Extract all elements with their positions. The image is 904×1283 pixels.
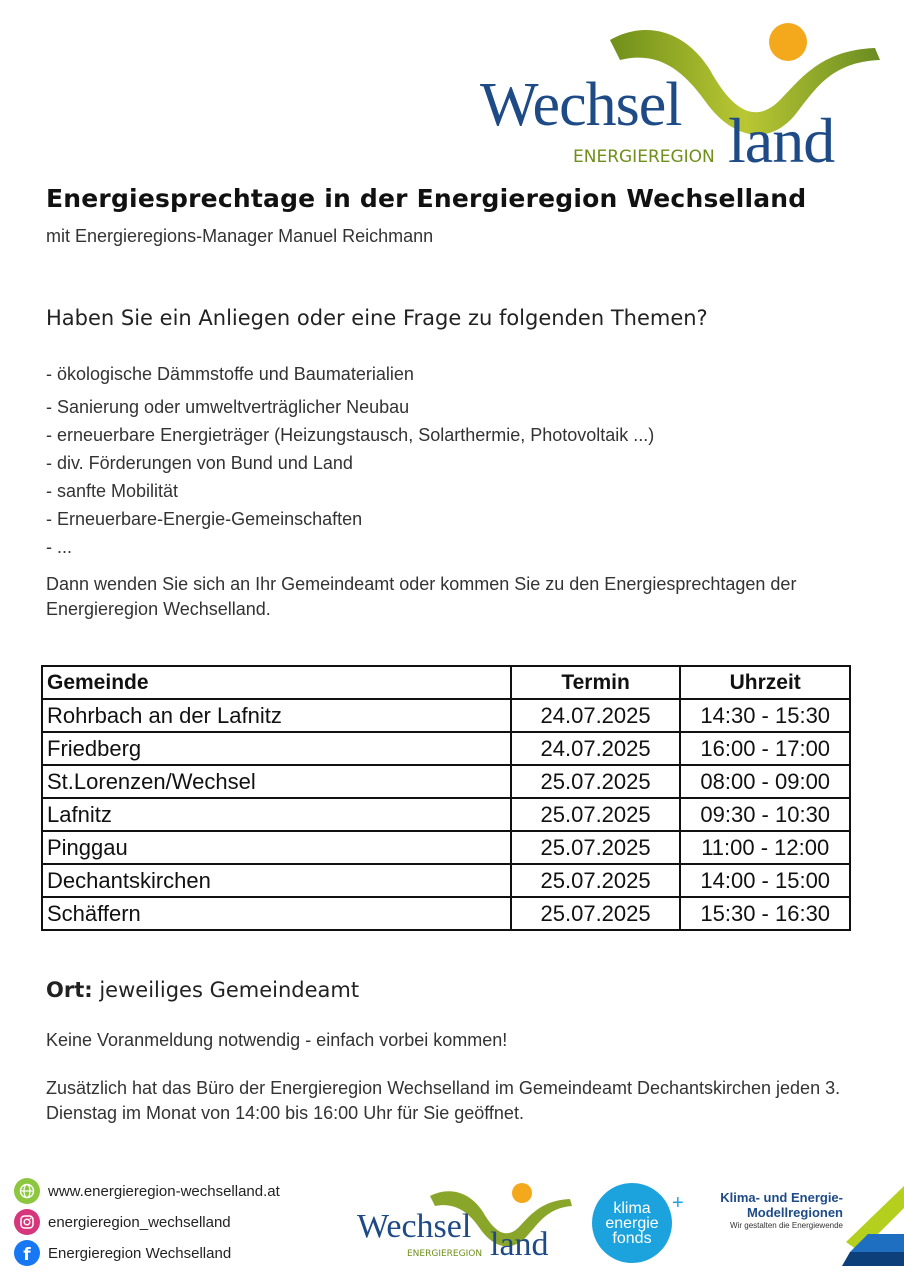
cell-termin: 25.07.2025 — [511, 897, 681, 930]
website-link[interactable]: www.energieregion-wechselland.at — [48, 1182, 280, 1200]
contact-instagram[interactable] — [14, 1209, 231, 1235]
cell-gemeinde: Rohrbach an der Lafnitz — [42, 699, 511, 732]
footer-wechselland-logo — [355, 1178, 575, 1270]
globe-icon — [14, 1178, 40, 1204]
table-row — [42, 699, 850, 732]
instagram-icon — [14, 1209, 40, 1235]
location-label: Ort: — [46, 978, 93, 1002]
facebook-icon: f — [14, 1240, 40, 1266]
klima-energie-fonds-logo — [592, 1183, 672, 1263]
energie-word: energie — [605, 1214, 659, 1232]
modell-title-2: Modellregionen — [746, 1205, 843, 1220]
cell-termin: 25.07.2025 — [511, 864, 681, 897]
klima-word: klima — [613, 1199, 651, 1217]
cell-termin: 24.07.2025 — [511, 699, 681, 732]
facebook-link[interactable]: Energieregion Wechselland — [48, 1244, 232, 1262]
modell-tagline: Wir gestalten die Energiewende — [730, 1221, 843, 1230]
table-row — [42, 732, 850, 765]
instagram-link[interactable]: energieregion_wechselland — [48, 1213, 231, 1231]
page-subtitle: mit Energieregions-Manager Manuel Reichmann — [46, 226, 434, 246]
fonds-word: fonds — [612, 1229, 652, 1247]
cell-uhrzeit: 16:00 - 17:00 — [680, 732, 850, 765]
list-item: - erneuerbare Energieträger (Heizungstausch, Solarthermie, Photovoltaik ...) — [46, 425, 655, 445]
cell-gemeinde: Schäffern — [42, 897, 511, 930]
cell-gemeinde: Dechantskirchen — [42, 864, 511, 897]
corner-stripe-decoration — [842, 1186, 904, 1266]
list-item: - Erneuerbare-Energie-Gemeinschaften — [46, 509, 363, 529]
cell-termin: 25.07.2025 — [511, 765, 681, 798]
table-row — [42, 831, 850, 864]
location-value: jeweiliges Gemeindeamt — [99, 978, 360, 1002]
list-item: - ökologische Dämmstoffe und Baumaterialien — [46, 364, 414, 384]
klima-plus: + — [672, 1192, 684, 1214]
logo-tagline: ENERGIEREGION — [573, 147, 715, 167]
location-line — [46, 978, 359, 1002]
cell-uhrzeit: 14:30 - 15:30 — [680, 699, 850, 732]
cell-gemeinde: Friedberg — [42, 732, 511, 765]
cell-termin: 24.07.2025 — [511, 732, 681, 765]
footer-logo-tagline: ENERGIEREGION — [407, 1249, 483, 1259]
cell-uhrzeit: 15:30 - 16:30 — [680, 897, 850, 930]
table-row — [42, 864, 850, 897]
modellregionen-logo — [708, 1190, 843, 1232]
office-hours-paragraph: Zusätzlich hat das Büro der Energieregion Wechselland im Gemeindeamt Dechantskirchen jeden 3. Dienstag im Monat von 14:00 bis 16:00 Uhr für Sie geöffnet. — [46, 1078, 841, 1123]
footer-logo-word-land: land — [490, 1226, 549, 1263]
intro-paragraph: Dann wenden Sie sich an Ihr Gemeindeamt oder kommen Sie zu den Energiesprechtagen der Energieregion Wechselland. — [46, 574, 797, 619]
list-item: - sanfte Mobilität — [46, 481, 179, 501]
header-gemeinde: Gemeinde — [42, 666, 511, 699]
logo-word-wechsel: Wechsel — [480, 71, 682, 139]
list-item: - Sanierung oder umweltverträglicher Neubau — [46, 397, 410, 417]
footer-logo-word-wechsel: Wechsel — [357, 1208, 472, 1245]
topics-question: Haben Sie ein Anliegen oder eine Frage zu folgenden Themen? — [46, 306, 708, 330]
table-row — [42, 765, 850, 798]
table-header-row — [42, 666, 850, 699]
cell-uhrzeit: 08:00 - 09:00 — [680, 765, 850, 798]
cell-uhrzeit: 09:30 - 10:30 — [680, 798, 850, 831]
wechselland-logo — [470, 10, 890, 180]
list-item: - div. Förderungen von Bund und Land — [46, 453, 353, 473]
contact-facebook[interactable] — [14, 1240, 231, 1266]
cell-gemeinde: Lafnitz — [42, 798, 511, 831]
table-row — [42, 897, 850, 930]
logo-word-land: land — [728, 105, 835, 176]
cell-gemeinde: Pinggau — [42, 831, 511, 864]
modell-title-1: Klima- und Energie- — [720, 1190, 843, 1205]
cell-uhrzeit: 11:00 - 12:00 — [680, 831, 850, 864]
cell-termin: 25.07.2025 — [511, 831, 681, 864]
page-title: Energiesprechtage in der Energieregion Wechselland — [46, 184, 807, 213]
header-uhrzeit: Uhrzeit — [680, 666, 850, 699]
contact-website[interactable] — [14, 1178, 280, 1204]
table-row — [42, 798, 850, 831]
registration-note: Keine Voranmeldung notwendig - einfach vorbei kommen! — [46, 1030, 508, 1050]
cell-gemeinde: St.Lorenzen/Wechsel — [42, 765, 511, 798]
schedule-table — [41, 665, 851, 931]
topics-list — [46, 360, 654, 561]
cell-termin: 25.07.2025 — [511, 798, 681, 831]
header-termin: Termin — [511, 666, 681, 699]
cell-uhrzeit: 14:00 - 15:00 — [680, 864, 850, 897]
list-item: - ... — [46, 537, 72, 557]
